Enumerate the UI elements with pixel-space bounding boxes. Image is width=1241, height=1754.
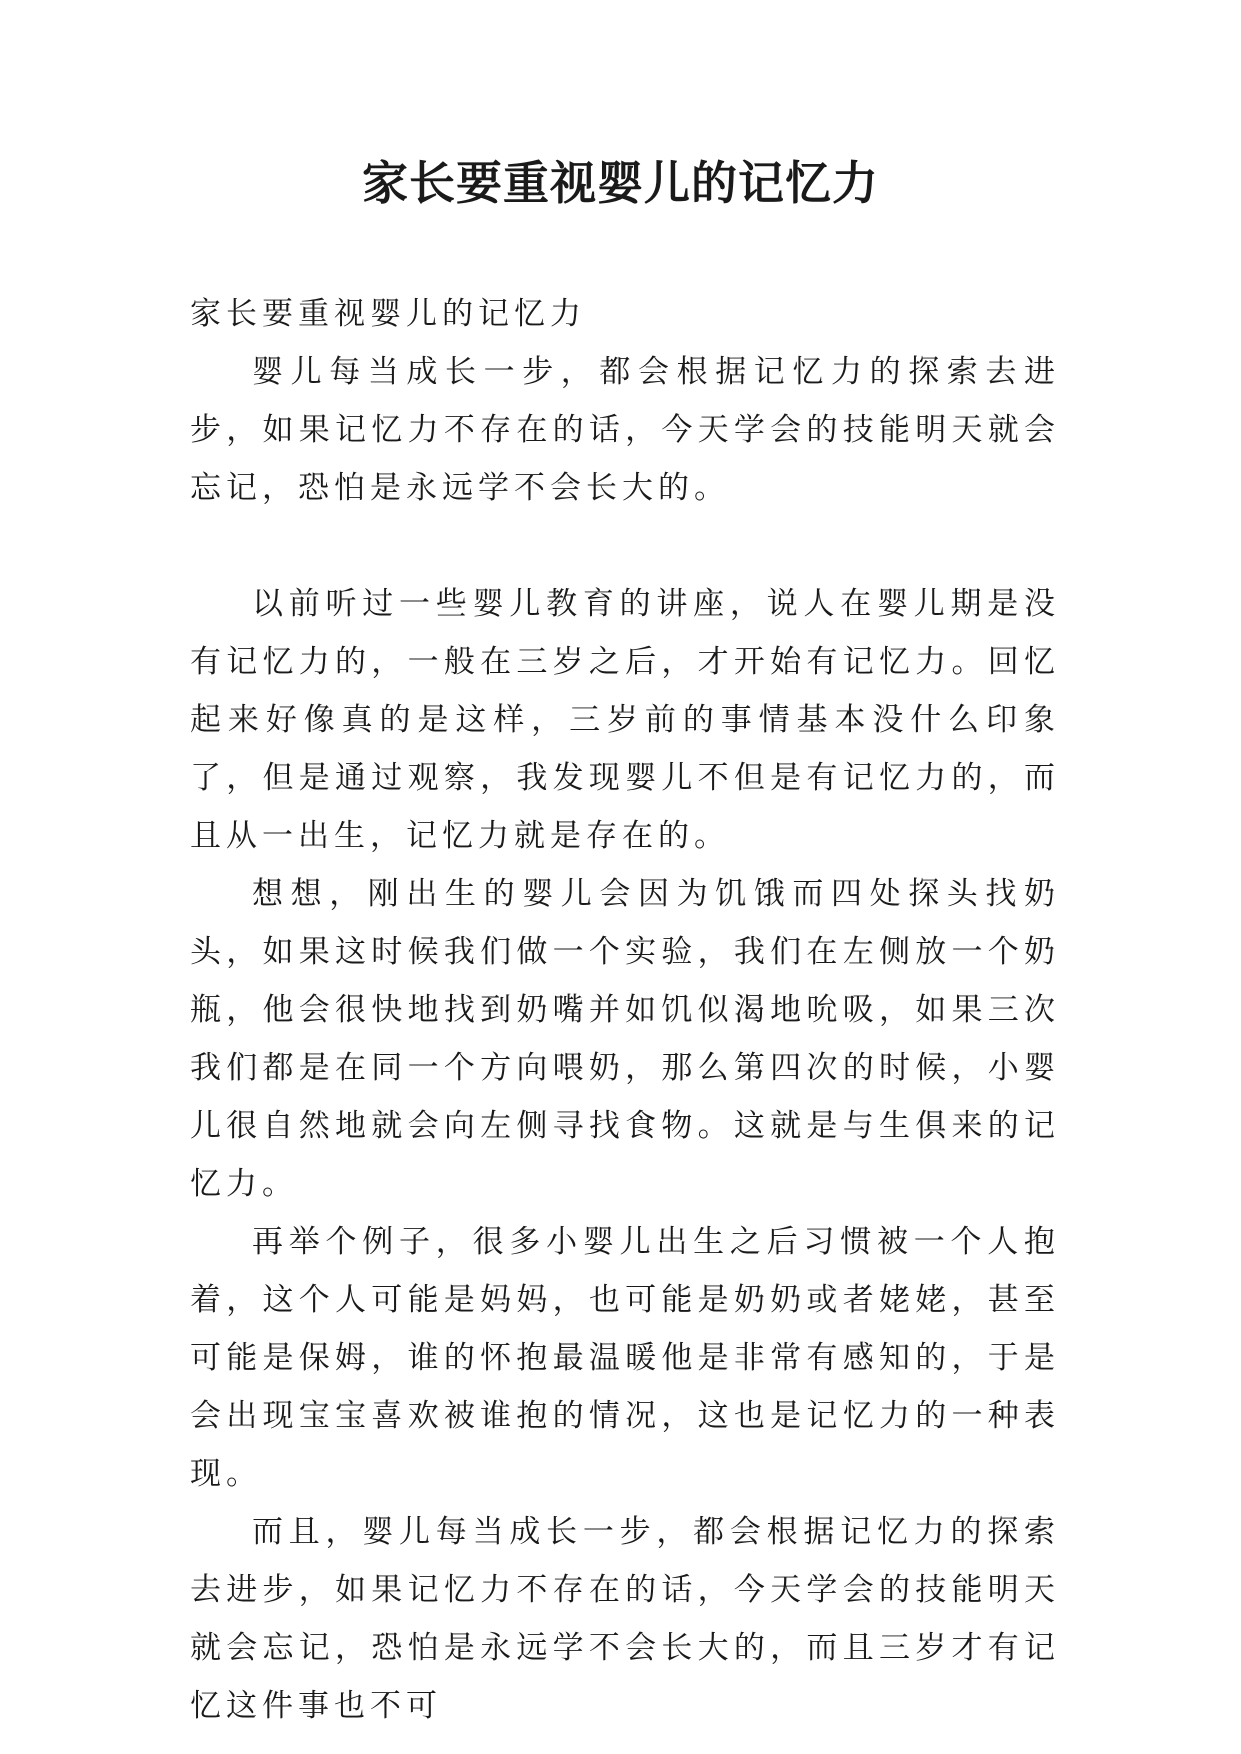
paragraph-spacer: [190, 517, 1060, 575]
paragraph-3: 想想，刚出生的婴儿会因为饥饿而四处探头找奶头，如果这时候我们做一个实验，我们在左侧放一个奶瓶，他会很快地找到奶嘴并如饥似渴地吮吸，如果三次我们都是在同一个方向喂奶，那么第四次的时候，小婴儿很自然地就会向左侧寻找食物。这就是与生俱来的记忆力。: [190, 876, 1060, 1202]
paragraph-2: 以前听过一些婴儿教育的讲座，说人在婴儿期是没有记忆力的，一般在三岁之后，才开始有记忆力。回忆起来好像真的是这样，三岁前的事情基本没什么印象了，但是通过观察，我发现婴儿不但是有记忆力的，而且从一出生，记忆力就是存在的。: [190, 586, 1060, 854]
document-body: [190, 285, 1060, 1735]
document-title: 家长要重视婴儿的记忆力: [362, 156, 879, 210]
paragraph-1: 婴儿每当成长一步，都会根据记忆力的探索去进步，如果记忆力不存在的话，今天学会的技能明天就会忘记，恐怕是永远学不会长大的。: [190, 354, 1060, 506]
document-subtitle: 家长要重视婴儿的记忆力: [190, 296, 586, 332]
paragraph-5: 而且，婴儿每当成长一步，都会根据记忆力的探索去进步，如果记忆力不存在的话，今天学会的技能明天就会忘记，恐怕是永远学不会长大的，而且三岁才有记忆这件事也不可: [190, 1514, 1060, 1724]
paragraph-4: 再举个例子，很多小婴儿出生之后习惯被一个人抱着，这个人可能是妈妈，也可能是奶奶或者姥姥，甚至可能是保姆，谁的怀抱最温暖他是非常有感知的，于是会出现宝宝喜欢被谁抱的情况，这也是记忆力的一种表现。: [190, 1224, 1060, 1492]
